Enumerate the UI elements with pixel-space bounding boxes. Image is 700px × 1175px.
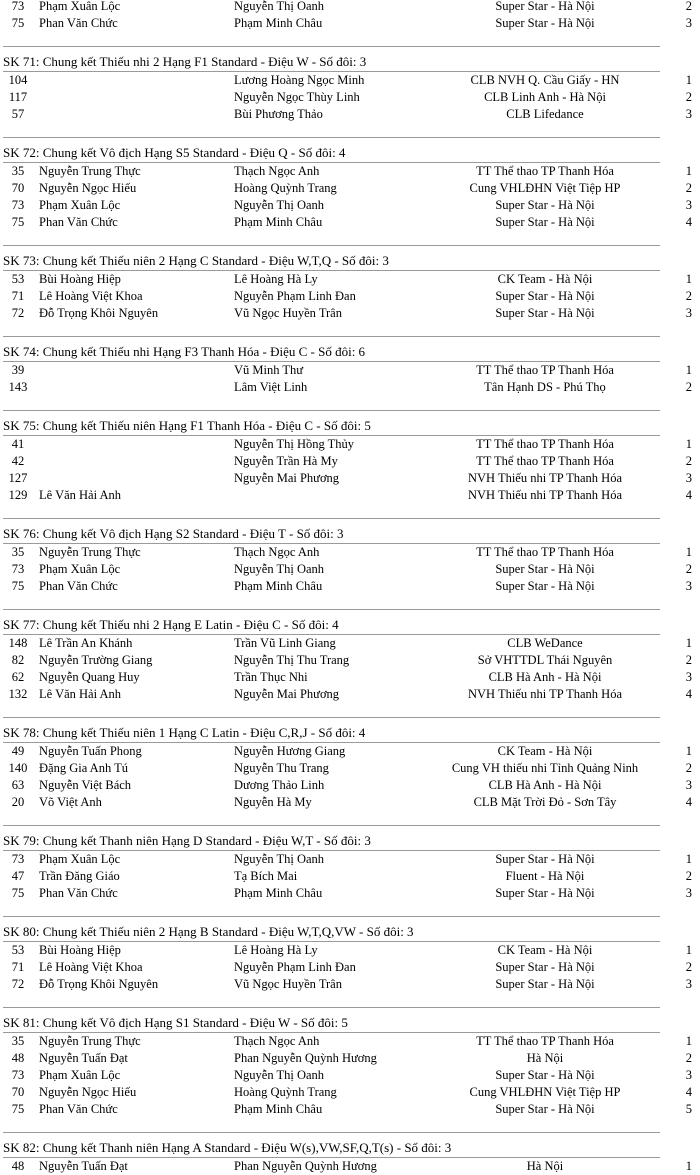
lead-dancer-name: Trần Đăng Giáo — [39, 869, 120, 883]
club-name: CLB Hà Anh - Hà Nội — [488, 778, 602, 792]
result-row — [0, 794, 700, 811]
couple-number: 39 — [11, 363, 25, 377]
placement: 3 — [685, 1068, 692, 1082]
lead-dancer-name: Phạm Xuân Lộc — [39, 1068, 121, 1082]
couple-number: 129 — [8, 488, 28, 502]
partner-dancer-name: Nguyễn Thị Thu Trang — [234, 653, 350, 667]
couple-number: 49 — [11, 744, 25, 758]
club-name: Fluent - Hà Nội — [505, 869, 585, 883]
result-row — [0, 362, 700, 379]
partner-dancer-name: Phan Nguyễn Quỳnh Hương — [234, 1051, 377, 1065]
partner-dancer-name: Nguyễn Phạm Linh Đan — [234, 289, 356, 303]
lead-dancer-name: Võ Việt Anh — [39, 795, 102, 809]
club-name: CLB Linh Anh - Hà Nội — [484, 90, 606, 104]
event-title: SK 78: Chung kết Thiếu niên 1 Hạng C Latin - Điệu C,R,J - Số đôi: 4 — [3, 725, 366, 740]
club-name: CLB Hà Anh - Hà Nội — [488, 670, 602, 684]
partner-dancer-name: Lê Hoàng Hà Ly — [234, 272, 318, 286]
result-row — [0, 214, 700, 231]
lead-dancer-name: Nguyễn Trường Giang — [39, 653, 153, 667]
couple-number: 63 — [11, 778, 25, 792]
partner-dancer-name: Hoàng Quỳnh Trang — [234, 181, 337, 195]
club-name: Super Star - Hà Nội — [495, 960, 595, 974]
placement: 1 — [685, 363, 692, 377]
result-row — [0, 271, 700, 288]
result-row — [0, 851, 700, 868]
event-title: SK 80: Chung kết Thiếu niên 2 Hạng B Standard - Điệu W,T,Q,VW - Số đôi: 3 — [3, 924, 414, 939]
result-row — [0, 305, 700, 322]
result-row — [0, 436, 700, 453]
lead-dancer-name: Phạm Xuân Lộc — [39, 562, 121, 576]
placement: 1 — [685, 943, 692, 957]
result-row — [0, 1101, 700, 1118]
club-name: Cung VHLĐHN Việt Tiệp HP — [469, 1085, 621, 1099]
placement: 2 — [685, 289, 692, 303]
partner-dancer-name: Bùi Phương Thảo — [234, 107, 323, 121]
club-name: CLB Lifedance — [506, 107, 584, 121]
result-row — [0, 669, 700, 686]
partner-dancer-name: Vũ Minh Thư — [234, 363, 304, 377]
couple-number: 53 — [11, 943, 25, 957]
placement: 2 — [685, 960, 692, 974]
couple-number: 127 — [8, 471, 28, 485]
partner-dancer-name: Thạch Ngọc Anh — [234, 545, 320, 559]
result-row — [0, 868, 700, 885]
club-name: Cung VHLĐHN Việt Tiệp HP — [469, 181, 621, 195]
result-row — [0, 470, 700, 487]
placement: 3 — [685, 16, 692, 30]
event-title: SK 77: Chung kết Thiếu nhi 2 Hạng E Latin - Điệu C - Số đôi: 4 — [3, 617, 339, 632]
couple-number: 35 — [11, 1034, 25, 1048]
partner-dancer-name: Nguyễn Thị Oanh — [234, 562, 325, 576]
couple-number: 132 — [8, 687, 28, 701]
lead-dancer-name: Lê Văn Hải Anh — [39, 488, 122, 502]
placement: 1 — [685, 164, 692, 178]
placement: 1 — [685, 636, 692, 650]
placement: 2 — [685, 181, 692, 195]
lead-dancer-name: Nguyễn Trung Thực — [39, 164, 141, 178]
club-name: CLB NVH Q. Cầu Giấy - HN — [470, 73, 620, 87]
club-name: Super Star - Hà Nội — [495, 579, 595, 593]
result-row — [0, 288, 700, 305]
couple-number: 143 — [8, 380, 28, 394]
couple-number: 73 — [11, 198, 25, 212]
club-name: Super Star - Hà Nội — [495, 0, 595, 13]
placement: 1 — [685, 73, 692, 87]
event-title: SK 72: Chung kết Vô địch Hạng S5 Standard - Điệu Q - Số đôi: 4 — [3, 145, 346, 160]
partner-dancer-name: Nguyễn Thị Oanh — [234, 198, 325, 212]
placement: 2 — [685, 1051, 692, 1065]
couple-number: 72 — [11, 977, 25, 991]
placement: 3 — [685, 471, 692, 485]
result-row — [0, 1158, 700, 1175]
divider — [3, 609, 660, 610]
result-row — [0, 686, 700, 703]
result-row — [0, 976, 700, 993]
lead-dancer-name: Nguyễn Quang Huy — [39, 670, 140, 684]
lead-dancer-name: Lê Văn Hải Anh — [39, 687, 122, 701]
divider — [3, 336, 660, 337]
placement: 3 — [685, 107, 692, 121]
placement: 2 — [685, 454, 692, 468]
result-row — [0, 197, 700, 214]
result-row — [0, 1067, 700, 1084]
event-title: SK 79: Chung kết Thanh niên Hạng D Standard - Điệu W,T - Số đôi: 3 — [3, 833, 371, 848]
partner-dancer-name: Vũ Ngọc Huyền Trân — [234, 977, 342, 991]
club-name: TT Thể thao TP Thanh Hóa — [476, 545, 614, 559]
lead-dancer-name: Phan Văn Chức — [39, 579, 118, 593]
partner-dancer-name: Nguyễn Thị Oanh — [234, 0, 325, 13]
couple-number: 82 — [11, 653, 25, 667]
result-row — [0, 180, 700, 197]
result-row — [0, 1084, 700, 1101]
lead-dancer-name: Lê Hoàng Việt Khoa — [39, 289, 143, 303]
couple-number: 75 — [11, 886, 25, 900]
placement: 2 — [685, 0, 692, 13]
placement: 2 — [685, 761, 692, 775]
result-row — [0, 635, 700, 652]
placement: 1 — [685, 744, 692, 758]
lead-dancer-name: Lê Hoàng Việt Khoa — [39, 960, 143, 974]
lead-dancer-name: Đỗ Trọng Khôi Nguyên — [39, 306, 159, 320]
couple-number: 20 — [11, 795, 25, 809]
placement: 3 — [685, 977, 692, 991]
placement: 3 — [685, 306, 692, 320]
couple-number: 140 — [8, 761, 28, 775]
couple-number: 70 — [11, 1085, 25, 1099]
club-name: CLB Mặt Trời Đỏ - Sơn Tây — [473, 795, 617, 809]
partner-dancer-name: Lâm Việt Linh — [234, 380, 308, 394]
couple-number: 48 — [11, 1159, 25, 1173]
lead-dancer-name: Nguyễn Trung Thực — [39, 545, 141, 559]
club-name: Super Star - Hà Nội — [495, 1068, 595, 1082]
club-name: Super Star - Hà Nội — [495, 1102, 595, 1116]
couple-number: 73 — [11, 0, 25, 13]
couple-number: 72 — [11, 306, 25, 320]
placement: 1 — [685, 852, 692, 866]
result-row — [0, 1033, 700, 1050]
result-row — [0, 578, 700, 595]
couple-number: 71 — [11, 960, 25, 974]
result-row — [0, 743, 700, 760]
partner-dancer-name: Phạm Minh Châu — [234, 1102, 323, 1116]
couple-number: 62 — [11, 670, 25, 684]
club-name: Super Star - Hà Nội — [495, 16, 595, 30]
partner-dancer-name: Trần Thục Nhi — [234, 670, 308, 684]
result-row — [0, 544, 700, 561]
event-title: SK 74: Chung kết Thiếu nhi Hạng F3 Thanh Hóa - Điệu C - Số đôi: 6 — [3, 344, 366, 359]
placement: 1 — [685, 1159, 692, 1173]
club-name: CLB WeDance — [507, 636, 583, 650]
placement: 5 — [685, 1102, 692, 1116]
couple-number: 75 — [11, 579, 25, 593]
lead-dancer-name: Bùi Hoàng Hiệp — [39, 943, 121, 957]
partner-dancer-name: Nguyễn Thu Trang — [234, 761, 329, 775]
club-name: CK Team - Hà Nội — [497, 272, 593, 286]
result-row — [0, 379, 700, 396]
lead-dancer-name: Nguyễn Ngọc Hiếu — [39, 181, 137, 195]
club-name: Super Star - Hà Nội — [495, 198, 595, 212]
club-name: Super Star - Hà Nội — [495, 562, 595, 576]
lead-dancer-name: Phan Văn Chức — [39, 1102, 118, 1116]
partner-dancer-name: Nguyễn Thị Oanh — [234, 852, 325, 866]
lead-dancer-name: Nguyễn Tuấn Đạt — [39, 1051, 128, 1065]
result-row — [0, 561, 700, 578]
club-name: CK Team - Hà Nội — [497, 943, 593, 957]
result-row — [0, 89, 700, 106]
club-name: NVH Thiếu nhi TP Thanh Hóa — [467, 488, 623, 502]
partner-dancer-name: Nguyễn Mai Phương — [234, 687, 340, 701]
result-row — [0, 487, 700, 504]
result-row — [0, 15, 700, 32]
lead-dancer-name: Đỗ Trọng Khôi Nguyên — [39, 977, 159, 991]
lead-dancer-name: Bùi Hoàng Hiệp — [39, 272, 121, 286]
club-name: Hà Nội — [526, 1051, 564, 1065]
club-name: Super Star - Hà Nội — [495, 977, 595, 991]
partner-dancer-name: Nguyễn Ngọc Thùy Linh — [234, 90, 360, 104]
couple-number: 75 — [11, 215, 25, 229]
partner-dancer-name: Nguyễn Thị Oanh — [234, 1068, 325, 1082]
divider — [3, 410, 660, 411]
placement: 3 — [685, 886, 692, 900]
lead-dancer-name: Nguyễn Việt Bách — [39, 778, 132, 792]
club-name: TT Thể thao TP Thanh Hóa — [476, 164, 614, 178]
divider — [3, 518, 660, 519]
result-row — [0, 72, 700, 89]
result-row — [0, 453, 700, 470]
club-name: TT Thể thao TP Thanh Hóa — [476, 1034, 614, 1048]
result-row — [0, 885, 700, 902]
partner-dancer-name: Nguyễn Mai Phương — [234, 471, 340, 485]
placement: 2 — [685, 653, 692, 667]
club-name: Super Star - Hà Nội — [495, 215, 595, 229]
partner-dancer-name: Phan Nguyễn Quỳnh Hương — [234, 1159, 377, 1173]
event-title: SK 82: Chung kết Thanh niên Hạng A Standard - Điệu W(s),VW,SF,Q,T(s) - Số đôi: 3 — [3, 1140, 452, 1155]
partner-dancer-name: Nguyễn Trần Hà My — [234, 454, 338, 468]
partner-dancer-name: Tạ Bích Mai — [234, 869, 298, 883]
divider — [3, 717, 660, 718]
club-name: Super Star - Hà Nội — [495, 289, 595, 303]
club-name: Tân Hạnh DS - Phú Thọ — [484, 380, 606, 394]
lead-dancer-name: Đặng Gia Anh Tú — [39, 761, 128, 775]
placement: 1 — [685, 1034, 692, 1048]
placement: 4 — [685, 215, 692, 229]
result-row — [0, 777, 700, 794]
partner-dancer-name: Nguyễn Phạm Linh Đan — [234, 960, 356, 974]
event-title: SK 81: Chung kết Vô địch Hạng S1 Standard - Điệu W - Số đôi: 5 — [3, 1015, 348, 1030]
partner-dancer-name: Lê Hoàng Hà Ly — [234, 943, 318, 957]
club-name: TT Thể thao TP Thanh Hóa — [476, 363, 614, 377]
partner-dancer-name: Phạm Minh Châu — [234, 886, 323, 900]
placement: 2 — [685, 90, 692, 104]
placement: 1 — [685, 545, 692, 559]
partner-dancer-name: Nguyễn Thị Hồng Thủy — [234, 437, 355, 451]
club-name: Sở VHTTDL Thái Nguyên — [477, 653, 613, 667]
placement: 2 — [685, 562, 692, 576]
result-row — [0, 959, 700, 976]
lead-dancer-name: Nguyễn Tuấn Đạt — [39, 1159, 128, 1173]
partner-dancer-name: Phạm Minh Châu — [234, 215, 323, 229]
partner-dancer-name: Nguyễn Hà My — [234, 795, 312, 809]
lead-dancer-name: Phạm Xuân Lộc — [39, 0, 121, 13]
placement: 3 — [685, 579, 692, 593]
club-name: Super Star - Hà Nội — [495, 852, 595, 866]
divider — [3, 245, 660, 246]
club-name: CK Team - Hà Nội — [497, 744, 593, 758]
result-row — [0, 106, 700, 123]
placement: 4 — [685, 1085, 692, 1099]
couple-number: 70 — [11, 181, 25, 195]
partner-dancer-name: Thạch Ngọc Anh — [234, 1034, 320, 1048]
couple-number: 75 — [11, 1102, 25, 1116]
placement: 3 — [685, 778, 692, 792]
couple-number: 41 — [11, 437, 25, 451]
club-name: TT Thể thao TP Thanh Hóa — [476, 437, 614, 451]
partner-dancer-name: Lương Hoàng Ngọc Minh — [234, 73, 365, 87]
event-title: SK 76: Chung kết Vô địch Hạng S2 Standard - Điệu T - Số đôi: 3 — [3, 526, 344, 541]
club-name: NVH Thiếu nhi TP Thanh Hóa — [467, 687, 623, 701]
result-row — [0, 942, 700, 959]
placement: 2 — [685, 869, 692, 883]
lead-dancer-name: Nguyễn Tuấn Phong — [39, 744, 142, 758]
partner-dancer-name: Nguyễn Hương Giang — [234, 744, 346, 758]
divider — [3, 137, 660, 138]
lead-dancer-name: Nguyễn Ngọc Hiếu — [39, 1085, 137, 1099]
couple-number: 104 — [8, 73, 28, 87]
lead-dancer-name: Nguyễn Trung Thực — [39, 1034, 141, 1048]
divider — [3, 916, 660, 917]
couple-number: 35 — [11, 545, 25, 559]
partner-dancer-name: Hoàng Quỳnh Trang — [234, 1085, 337, 1099]
couple-number: 71 — [11, 289, 25, 303]
couple-number: 75 — [11, 16, 25, 30]
club-name: Cung VH thiếu nhi Tỉnh Quảng Ninh — [451, 761, 639, 775]
divider — [3, 1007, 660, 1008]
lead-dancer-name: Phan Văn Chức — [39, 886, 118, 900]
placement: 4 — [685, 488, 692, 502]
partner-dancer-name: Vũ Ngọc Huyền Trân — [234, 306, 342, 320]
placement: 2 — [685, 380, 692, 394]
result-row — [0, 0, 700, 15]
couple-number: 42 — [11, 454, 25, 468]
divider — [3, 825, 660, 826]
event-title: SK 75: Chung kết Thiếu niên Hạng F1 Thanh Hóa - Điệu C - Số đôi: 5 — [3, 418, 371, 433]
divider — [3, 1132, 660, 1133]
divider — [3, 46, 660, 47]
result-row — [0, 163, 700, 180]
result-row — [0, 760, 700, 777]
event-title: SK 73: Chung kết Thiếu niên 2 Hạng C Standard - Điệu W,T,Q - Số đôi: 3 — [3, 253, 389, 268]
partner-dancer-name: Phạm Minh Châu — [234, 16, 323, 30]
club-name: NVH Thiếu nhi TP Thanh Hóa — [467, 471, 623, 485]
placement: 4 — [685, 687, 692, 701]
club-name: TT Thể thao TP Thanh Hóa — [476, 454, 614, 468]
lead-dancer-name: Phạm Xuân Lộc — [39, 198, 121, 212]
couple-number: 47 — [11, 869, 25, 883]
couple-number: 73 — [11, 852, 25, 866]
couple-number: 117 — [8, 90, 28, 104]
couple-number: 53 — [11, 272, 25, 286]
lead-dancer-name: Phạm Xuân Lộc — [39, 852, 121, 866]
lead-dancer-name: Phan Văn Chức — [39, 215, 118, 229]
club-name: Super Star - Hà Nội — [495, 306, 595, 320]
partner-dancer-name: Trần Vũ Linh Giang — [234, 636, 336, 650]
result-row — [0, 1050, 700, 1067]
partner-dancer-name: Thạch Ngọc Anh — [234, 164, 320, 178]
placement: 3 — [685, 670, 692, 684]
club-name: Super Star - Hà Nội — [495, 886, 595, 900]
placement: 1 — [685, 272, 692, 286]
partner-dancer-name: Phạm Minh Châu — [234, 579, 323, 593]
placement: 1 — [685, 437, 692, 451]
placement: 3 — [685, 198, 692, 212]
partner-dancer-name: Dương Thảo Linh — [234, 778, 325, 792]
placement: 4 — [685, 795, 692, 809]
couple-number: 73 — [11, 1068, 25, 1082]
couple-number: 57 — [11, 107, 25, 121]
club-name: Hà Nội — [526, 1159, 564, 1173]
couple-number: 148 — [8, 636, 28, 650]
result-row — [0, 652, 700, 669]
couple-number: 35 — [11, 164, 25, 178]
couple-number: 73 — [11, 562, 25, 576]
lead-dancer-name: Lê Trần An Khánh — [39, 636, 133, 650]
couple-number: 48 — [11, 1051, 25, 1065]
event-title: SK 71: Chung kết Thiếu nhi 2 Hạng F1 Standard - Điệu W - Số đôi: 3 — [3, 54, 367, 69]
lead-dancer-name: Phan Văn Chức — [39, 16, 118, 30]
